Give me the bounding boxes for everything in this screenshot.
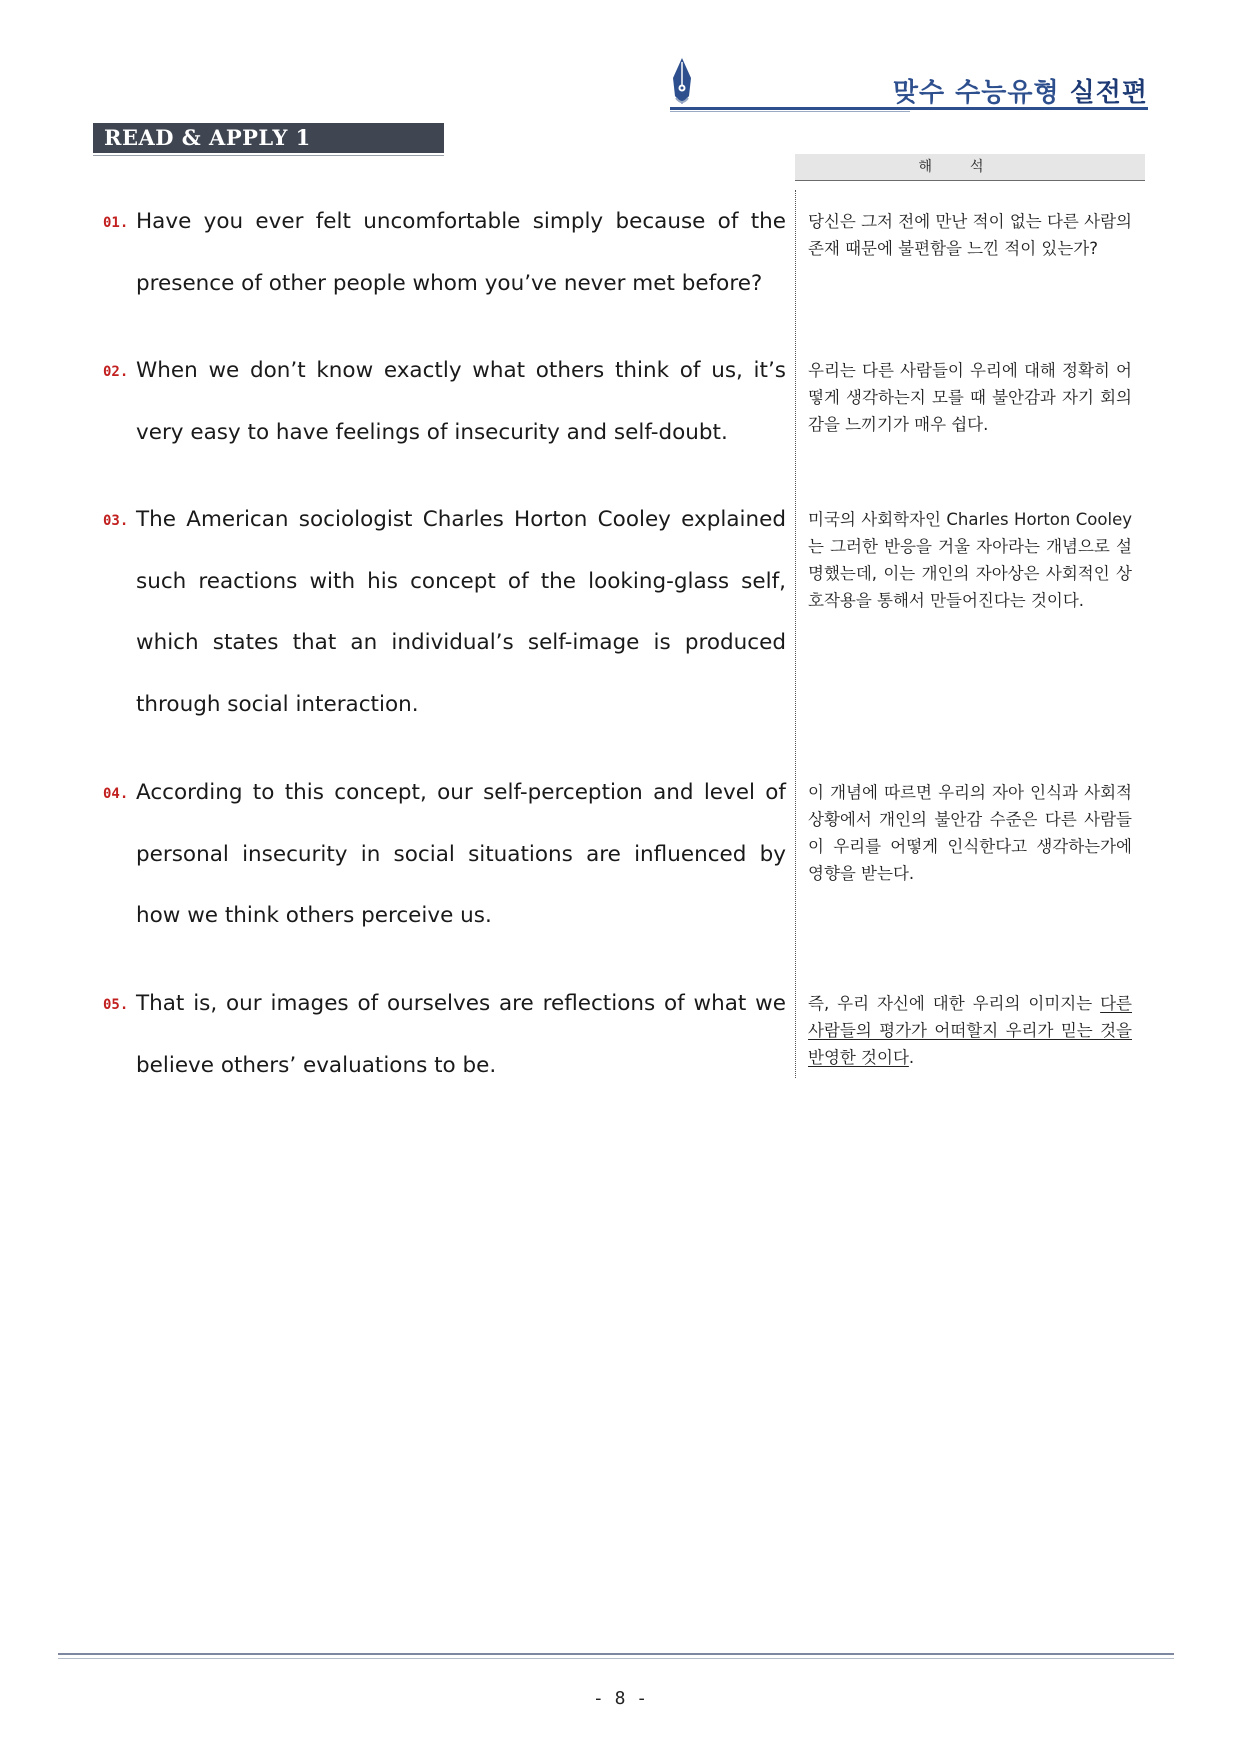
column-divider [795, 190, 796, 1078]
footer-rule [58, 1653, 1174, 1655]
page-number: - 8 - [592, 1688, 648, 1709]
sentence-number: 02. [103, 364, 129, 380]
english-sentence: When we don’t know exactly what others think of us, it’s very easy to have feelings of insecurity and self-doubt. [136, 358, 786, 445]
section-label: READ & APPLY 1 [93, 123, 444, 153]
translation-period: . [908, 1048, 915, 1067]
korean-translation-2: 우리는 다른 사람들이 우리에 대해 정확히 어떻게 생각하는지 모를 때 불안감과 자기 회의감을 느끼기가 매우 쉽다. [808, 361, 1132, 434]
sentence-number: 04. [103, 786, 129, 802]
english-sentence: That is, our images of ourselves are reflections of what we believe others’ evaluations to be. [136, 991, 786, 1078]
korean-translation-5 [808, 990, 1132, 1071]
english-sentence: Have you ever felt uncomfortable simply because of the presence of other people whom you’ve never met before? [136, 209, 786, 296]
english-sentence: According to this concept, our self-perception and level of personal insecurity in social situations are influenced by how we think others perceive us. [136, 780, 786, 928]
sentence-number: 05. [103, 997, 129, 1013]
english-sentence: The American sociologist Charles Horton Cooley explained such reactions with his concept of the looking-glass self, which states that an individual’s self-image is produced through social interaction. [136, 507, 786, 717]
translation-header: 해석 [795, 154, 1145, 181]
sentence-3 [103, 503, 786, 735]
korean-translation-1: 당신은 그저 전에 만난 적이 없는 다른 사람의 존재 때문에 불편함을 느낀 적이 있는가? [808, 212, 1132, 258]
header-title [893, 72, 1148, 109]
header-title-main: 맞수 수능유형 [892, 78, 1070, 108]
sentence-1 [103, 205, 786, 314]
pen-nib-icon [667, 56, 697, 108]
header-title-emphasis: 실전편 [1069, 78, 1148, 108]
footer-subrule [58, 1658, 1174, 1659]
korean-translation-3: 미국의 사회학자인 Charles Horton Cooley는 그러한 반응을 거울 자아라는 개념으로 설명했는데, 이는 개인의 자아상은 사회적인 상호작용을 통해서 만들어진다는 것이다. [808, 510, 1132, 610]
underlined-translation: 다른 사람들의 평가가 어떠할지 우리가 믿는 것을 반영한 것이다 [808, 994, 1132, 1067]
header-subrule [670, 111, 910, 112]
korean-translation-4: 이 개념에 따르면 우리의 자아 인식과 사회적 상황에서 개인의 불안감 수준은 다른 사람들이 우리를 어떻게 인식한다고 생각하는가에 영향을 받는다. [808, 783, 1132, 883]
sentence-4 [103, 776, 786, 947]
sentence-5 [103, 987, 786, 1096]
sentence-number: 03. [103, 513, 129, 529]
translation-text: 즉, 우리 자신에 대한 우리의 이미지는 [808, 994, 1101, 1013]
sentence-number: 01. [103, 215, 129, 231]
sentence-2 [103, 354, 786, 463]
section-label-rule [93, 155, 444, 156]
